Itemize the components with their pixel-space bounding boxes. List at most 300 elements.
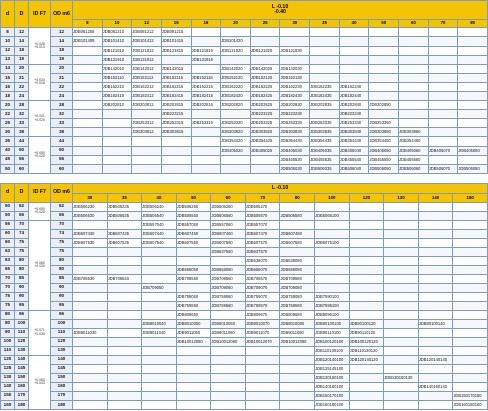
part-number-cell: JDB131912 (132, 55, 162, 64)
part-number-cell (245, 391, 280, 400)
part-number-cell (458, 137, 488, 146)
part-number-cell (142, 355, 177, 364)
part-number-cell: JDB162212 (132, 82, 162, 91)
part-number-cell: JDB8096100 (315, 310, 350, 319)
part-number-cell (191, 110, 221, 119)
part-number-cell (161, 137, 191, 146)
part-number-cell (339, 73, 369, 82)
id-tolerance (29, 137, 51, 174)
part-number-cell (191, 128, 221, 137)
od-value: 75 (51, 238, 73, 247)
outer-diameter: 95 (15, 301, 29, 310)
part-number-cell (418, 274, 453, 283)
part-number-cell: JDB354425 (250, 137, 280, 146)
part-number-cell: JDB607580 (280, 238, 315, 247)
part-number-cell (349, 238, 384, 247)
part-number-cell: JDB9011070 (245, 328, 280, 337)
part-number-cell (384, 220, 419, 229)
part-number-cell (453, 238, 488, 247)
od-value: 14 (51, 37, 73, 46)
od-value: 55 (51, 155, 73, 164)
od-value: 130 (51, 346, 73, 355)
inner-diameter: 120 (1, 355, 15, 364)
part-number-cell (349, 310, 384, 319)
part-number-cell: JDB8010060 (211, 319, 246, 328)
part-number-cell (418, 337, 453, 346)
length-column-header: 16 (191, 19, 221, 28)
part-number-cell: JDB223215 (161, 110, 191, 119)
part-number-cell (339, 37, 369, 46)
part-number-cell: JDB506535 (107, 211, 142, 220)
part-number-cell: JDB202830 (280, 101, 310, 110)
inner-diameter: 65 (1, 265, 15, 274)
od-value: 18 (51, 46, 73, 55)
part-number-cell: JDB455560 (399, 155, 429, 164)
part-number-cell (315, 256, 350, 265)
od-value: 20 (51, 64, 73, 73)
part-number-cell: JDB405070 (428, 146, 458, 155)
part-number-cell (418, 373, 453, 382)
part-number-cell: JDB202815 (161, 101, 191, 110)
part-number-cell: JDB607540 (142, 238, 177, 247)
outer-diameter: 160 (15, 382, 29, 391)
table-row (1, 146, 488, 155)
part-number-cell: JDB759570 (245, 301, 280, 310)
part-number-cell (428, 155, 458, 164)
part-number-cell (310, 46, 340, 55)
part-number-cell (250, 28, 280, 37)
outer-diameter: 21 (15, 73, 29, 82)
part-number-cell: JDB638080 (280, 256, 315, 265)
od-value: 170 (51, 391, 73, 400)
part-number-cell: JDB253320 (221, 119, 251, 128)
part-number-cell: JDB8010070 (245, 319, 280, 328)
part-number-cell: JDB202835 (310, 101, 340, 110)
part-number-cell: JDB101420 (221, 37, 251, 46)
length-column-header: 25 (250, 19, 280, 28)
part-number-cell: JDB759070 (245, 292, 280, 301)
part-number-cell: JDB182420 (221, 92, 251, 101)
table-row (1, 364, 488, 373)
inner-diameter: 80 (1, 310, 15, 319)
part-number-cell: JDB162216 (191, 82, 221, 91)
part-number-cell (73, 64, 103, 73)
inner-diameter: 140 (1, 382, 15, 391)
part-number-cell (191, 137, 221, 146)
part-number-cell: JDB253350 (369, 119, 399, 128)
part-number-cell (384, 292, 419, 301)
part-number-cell: JDB182416 (191, 92, 221, 101)
part-number-cell: JDB150170100 (315, 391, 350, 400)
part-number-cell: JDB354430 (280, 137, 310, 146)
part-number-cell: JDB081208 (73, 28, 103, 37)
od-value: 38 (51, 128, 73, 137)
od-value: 65 (51, 211, 73, 220)
part-number-cell (384, 337, 419, 346)
part-number-cell (428, 37, 458, 46)
part-number-cell (107, 220, 142, 229)
part-number-cell (107, 346, 142, 355)
part-number-cell: JDB455540 (339, 155, 369, 164)
od-value: 60 (51, 164, 73, 173)
part-number-cell: JDB120140100 (315, 355, 350, 364)
part-number-cell (399, 55, 429, 64)
part-number-cell (176, 355, 211, 364)
part-number-cell (369, 82, 399, 91)
id-tolerance (29, 355, 51, 409)
part-number-cell (73, 391, 108, 400)
part-number-cell: JDB152120 (221, 73, 251, 82)
part-number-cell (73, 220, 108, 229)
part-number-cell: JDB506530 (73, 211, 108, 220)
part-number-cell (73, 82, 103, 91)
part-number-cell: JDB142020 (221, 64, 251, 73)
part-number-cell (453, 382, 488, 391)
part-number-cell: JDB202850 (369, 101, 399, 110)
table-row (1, 292, 488, 301)
part-number-cell (418, 346, 453, 355)
part-number-cell (176, 283, 211, 292)
part-number-cell: JDB637560 (211, 247, 246, 256)
part-number-cell: JDB121830 (280, 46, 310, 55)
od-value: 150 (51, 373, 73, 382)
part-number-cell (315, 220, 350, 229)
part-number-cell (349, 373, 384, 382)
part-number-cell: JDB101415 (161, 37, 191, 46)
part-number-cell: JDB120140120 (349, 355, 384, 364)
outer-diameter: 150 (15, 373, 29, 382)
part-number-cell (428, 128, 458, 137)
part-number-cell (107, 400, 142, 409)
part-number-cell: JDB607550 (176, 238, 211, 247)
part-number-cell (221, 110, 251, 119)
part-number-cell: JDB809650 (176, 310, 211, 319)
outer-diameter: 60 (15, 164, 29, 173)
part-number-cell: JDB8010050 (176, 319, 211, 328)
table-row (1, 238, 488, 247)
table-row (1, 119, 488, 128)
part-number-cell (339, 55, 369, 64)
part-number-cell (73, 101, 103, 110)
part-number-cell: JDB709070 (245, 283, 280, 292)
part-number-cell: JDB303812 (132, 128, 162, 137)
part-number-cell (132, 146, 162, 155)
table-row (1, 229, 488, 238)
part-number-cell (280, 202, 315, 211)
part-number-cell: JDB506570 (245, 211, 280, 220)
outer-diameter: 85 (15, 274, 29, 283)
part-number-cell (458, 73, 488, 82)
part-number-cell (132, 137, 162, 146)
part-number-cell (161, 146, 191, 155)
part-number-cell: JDB162240 (339, 82, 369, 91)
part-number-cell (176, 256, 211, 265)
outer-diameter: 80 (15, 256, 29, 265)
part-number-cell: JDB223240 (339, 110, 369, 119)
part-number-cell (384, 247, 419, 256)
part-number-cell: JDB658070 (245, 265, 280, 274)
part-number-cell (211, 355, 246, 364)
part-number-cell: JDB081210 (102, 28, 132, 37)
inner-diameter: 15 (1, 73, 15, 82)
part-number-cell: JDB100120120 (349, 337, 384, 346)
part-number-cell (453, 247, 488, 256)
inner-diameter: 22 (1, 110, 15, 119)
outer-diameter: 180 (15, 400, 29, 409)
part-number-cell (132, 155, 162, 164)
inner-diameter: 50 (1, 164, 15, 173)
od-value: 70 (51, 220, 73, 229)
inner-diameter: 8 (1, 28, 15, 37)
part-number-cell: JDB506250 (176, 202, 211, 211)
part-number-cell: JDB759080 (280, 292, 315, 301)
part-number-cell: JDB101412 (132, 37, 162, 46)
part-number-cell (73, 310, 108, 319)
part-number-cell: JDB202825 (250, 101, 280, 110)
part-number-cell: JDB506580 (280, 211, 315, 220)
part-number-cell (73, 355, 108, 364)
part-number-cell: JDB638070 (245, 256, 280, 265)
part-number-cell (142, 274, 177, 283)
part-number-cell (349, 220, 384, 229)
length-tolerance-lower: -0.40 (274, 8, 286, 15)
part-number-cell: JDB303820 (221, 128, 251, 137)
part-number-cell (418, 256, 453, 265)
table-row (1, 137, 488, 146)
part-number-cell (384, 310, 419, 319)
part-number-cell (73, 337, 108, 346)
od-value: 44 (51, 137, 73, 146)
length-column-header: 12 (132, 19, 162, 28)
part-number-cell (369, 110, 399, 119)
part-number-cell: JDB142030 (280, 64, 310, 73)
part-number-cell (428, 64, 458, 73)
part-number-cell: JDB354420 (221, 137, 251, 146)
table-row (1, 64, 488, 73)
tolerance-value: +0.013 (34, 45, 45, 50)
part-number-cell (310, 64, 340, 73)
part-number-cell (221, 55, 251, 64)
part-number-cell (73, 400, 108, 409)
part-number-cell (428, 82, 458, 91)
part-number-cell (161, 55, 191, 64)
part-number-cell (280, 37, 310, 46)
part-number-cell: JDB303830 (280, 128, 310, 137)
part-number-cell: JDB405060 (399, 146, 429, 155)
part-number-cell (349, 247, 384, 256)
length-column-header: 130 (384, 193, 419, 202)
part-number-cell (399, 82, 429, 91)
inner-diameter: 63 (1, 256, 15, 265)
part-number-cell (142, 247, 177, 256)
length-column-header: 8 (73, 19, 103, 28)
part-number-cell (458, 37, 488, 46)
part-number-cell: JDB708550 (176, 274, 211, 283)
outer-diameter: 140 (15, 355, 29, 364)
part-number-cell (418, 265, 453, 274)
part-number-cell: JDB709060 (211, 283, 246, 292)
length-column-header: 70 (428, 19, 458, 28)
od-value: 180 (51, 400, 73, 409)
part-number-cell (384, 364, 419, 373)
part-number-cell: JDB506030 (280, 164, 310, 173)
part-number-cell (428, 55, 458, 64)
table-row (1, 164, 488, 173)
table-row (1, 110, 488, 119)
od-value: 32 (51, 110, 73, 119)
part-number-cell: JDB130150100 (315, 373, 350, 382)
part-number-cell (211, 310, 246, 319)
part-number-cell: JDB140160140 (418, 382, 453, 391)
tolerance-value: +0.060 (34, 260, 45, 265)
part-number-cell (453, 319, 488, 328)
inner-diameter: 75 (1, 301, 15, 310)
part-number-cell: JDB182435 (310, 92, 340, 101)
part-number-cell: JDB253315 (161, 119, 191, 128)
table-row (1, 28, 488, 37)
outer-diameter: 33 (15, 119, 29, 128)
part-number-cell (107, 256, 142, 265)
table-row (1, 220, 488, 229)
part-number-cell: JDB253330 (280, 119, 310, 128)
inner-diameter: 130 (1, 373, 15, 382)
part-number-cell: JDB162210 (102, 82, 132, 91)
part-number-cell (102, 137, 132, 146)
part-number-cell (418, 247, 453, 256)
part-number-cell (102, 119, 132, 128)
part-number-cell: JDB131910 (102, 55, 132, 64)
part-number-cell (176, 364, 211, 373)
part-number-cell (221, 155, 251, 164)
table-row (1, 283, 488, 292)
part-number-cell (399, 46, 429, 55)
part-number-cell: JDB405020 (221, 146, 251, 155)
part-number-cell (280, 247, 315, 256)
inner-diameter: 60 (1, 238, 15, 247)
part-number-cell: JDB506270 (245, 202, 280, 211)
part-number-cell: JDB101410 (102, 37, 132, 46)
inner-diameter: 14 (1, 64, 15, 73)
part-number-cell (369, 46, 399, 55)
part-number-cell: JDB405080 (458, 146, 488, 155)
part-number-cell (418, 301, 453, 310)
outer-diameter: 38 (15, 128, 29, 137)
part-number-cell: JDB506235 (107, 202, 142, 211)
od-value: 110 (51, 328, 73, 337)
outer-diameter: 90 (15, 292, 29, 301)
part-number-cell (399, 37, 429, 46)
part-number-cell: JDB121816 (191, 46, 221, 55)
od-value: 22 (51, 82, 73, 91)
part-number-cell (73, 301, 108, 310)
part-number-cell: JDB10012070 (245, 337, 280, 346)
part-number-cell (384, 229, 419, 238)
part-number-cell (369, 28, 399, 37)
inner-diameter: 55 (1, 220, 15, 229)
header-id: ID F7 (29, 1, 51, 28)
tolerance-value: +0.025 (34, 154, 45, 159)
part-number-cell (142, 265, 177, 274)
od-value: 28 (51, 101, 73, 110)
outer-diameter: 24 (15, 92, 29, 101)
part-number-cell: JDB709050 (142, 283, 177, 292)
outer-diameter: 32 (15, 110, 29, 119)
length-column-header: 60 (211, 193, 246, 202)
od-value: 90 (51, 283, 73, 292)
part-number-cell (339, 64, 369, 73)
part-number-cell (399, 101, 429, 110)
part-number-cell (453, 346, 488, 355)
inner-diameter: 100 (1, 337, 15, 346)
part-number-cell (142, 364, 177, 373)
part-number-cell: JDB7590100 (315, 292, 350, 301)
part-number-cell: JDB223225 (250, 110, 280, 119)
part-number-cell: JDB081212 (132, 28, 162, 37)
part-number-cell: JDB101408 (73, 37, 103, 46)
part-number-cell: JDB152115 (161, 73, 191, 82)
part-number-cell: JDB152130 (280, 73, 310, 82)
length-tolerance-upper: -0.10 (276, 3, 289, 10)
part-number-cell: JDB110130100 (315, 346, 350, 355)
part-number-cell: JDB90110120 (349, 328, 384, 337)
id-tolerance (29, 202, 51, 220)
part-number-cell (453, 283, 488, 292)
part-number-cell (107, 355, 142, 364)
inner-diameter: 63 (1, 247, 15, 256)
od-value: 80 (51, 265, 73, 274)
part-number-cell (349, 292, 384, 301)
part-number-cell (73, 292, 108, 301)
part-number-cell (73, 346, 108, 355)
part-number-cell (458, 101, 488, 110)
part-number-cell (73, 92, 103, 101)
part-number-cell (458, 82, 488, 91)
part-number-cell: JDB9011040 (142, 328, 177, 337)
part-number-cell (418, 310, 453, 319)
outer-diameter: 145 (15, 364, 29, 373)
od-value: 85 (51, 274, 73, 283)
part-number-cell: JDB253335 (310, 119, 340, 128)
part-number-cell (191, 155, 221, 164)
part-number-cell: JDB110130120 (349, 346, 384, 355)
part-number-cell (245, 382, 280, 391)
table-row (1, 211, 488, 220)
part-number-cell (280, 382, 315, 391)
part-number-cell: JDB405030 (280, 146, 310, 155)
part-number-cell: JDB5065100 (315, 211, 350, 220)
part-number-cell (310, 28, 340, 37)
part-number-cell: JDB506050 (369, 164, 399, 173)
part-number-cell (142, 391, 177, 400)
part-number-cell (310, 110, 340, 119)
header-D: D (15, 184, 29, 203)
part-number-cell (418, 202, 453, 211)
table-row (1, 400, 488, 409)
part-number-cell (369, 37, 399, 46)
part-number-cell (142, 400, 177, 409)
part-number-cell: JDB354460 (399, 137, 429, 146)
part-number-cell (349, 211, 384, 220)
part-number-cell: JDB10012060 (211, 337, 246, 346)
part-number-cell (73, 364, 108, 373)
part-number-cell: JDB253325 (250, 119, 280, 128)
part-number-cell: JDB121812 (132, 46, 162, 55)
part-number-cell: JDB303835 (310, 128, 340, 137)
part-number-cell (73, 55, 103, 64)
part-number-cell: JDB506560 (211, 211, 246, 220)
part-number-cell (453, 373, 488, 382)
part-number-cell (369, 55, 399, 64)
